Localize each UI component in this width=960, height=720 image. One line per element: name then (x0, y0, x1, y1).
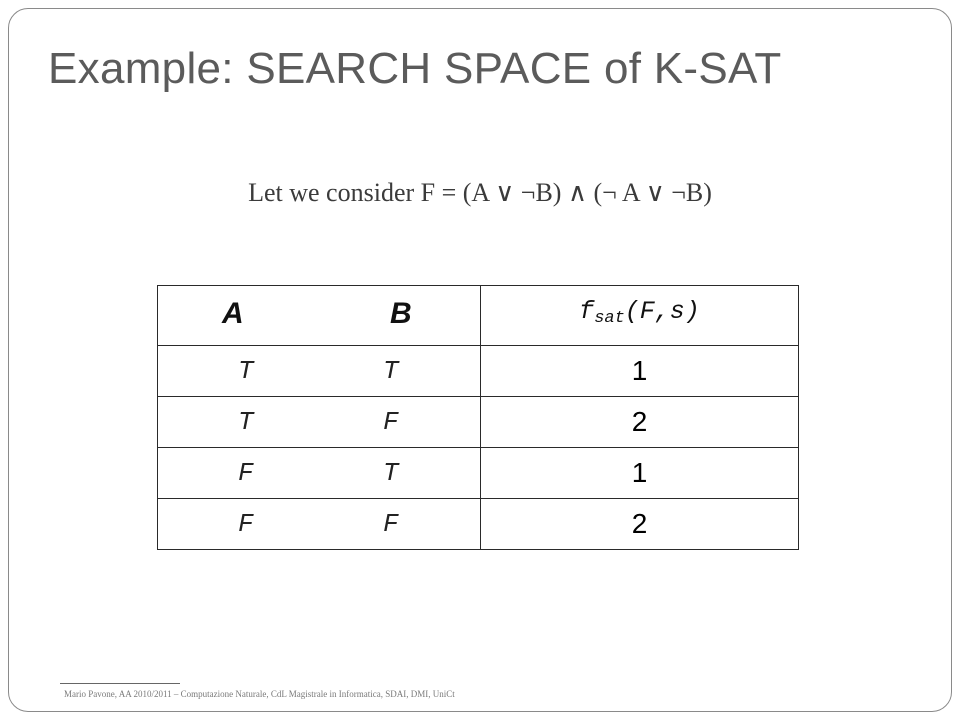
value-fsat: 1 (481, 448, 799, 499)
header-f-base: f (579, 297, 595, 326)
header-f-args: (F,s) (624, 297, 700, 326)
cell-ab (158, 499, 481, 550)
value-a: T (238, 407, 254, 437)
value-a: F (238, 458, 254, 488)
header-ab-cell (158, 286, 481, 346)
table-row (158, 448, 799, 499)
table-header-row (158, 286, 799, 346)
value-b: T (383, 356, 399, 386)
table-row (158, 346, 799, 397)
value-fsat: 2 (481, 397, 799, 448)
value-fsat: 2 (481, 499, 799, 550)
slide-title: Example: SEARCH SPACE of K-SAT (48, 44, 782, 93)
value-a: F (238, 509, 254, 539)
table-row (158, 499, 799, 550)
truth-table (157, 285, 799, 550)
cell-ab (158, 448, 481, 499)
header-f-sub: sat (594, 309, 625, 328)
formula-text: Let we consider F = (A ∨ ¬B) ∧ (¬ A ∨ ¬B) (248, 178, 712, 207)
cell-ab (158, 346, 481, 397)
value-a: T (238, 356, 254, 386)
footer-credits: Mario Pavone, AA 2010/2011 – Computazione Naturale, CdL Magistrale in Informatica, SDAI, DMI, UniCt (64, 689, 455, 699)
cell-ab (158, 397, 481, 448)
footer-divider (60, 683, 180, 684)
header-fsat-cell (481, 286, 799, 346)
header-b: B (390, 296, 412, 330)
header-a: A (222, 296, 244, 330)
table-row (158, 397, 799, 448)
value-b: F (383, 509, 399, 539)
value-b: F (383, 407, 399, 437)
value-fsat: 1 (481, 346, 799, 397)
value-b: T (383, 458, 399, 488)
